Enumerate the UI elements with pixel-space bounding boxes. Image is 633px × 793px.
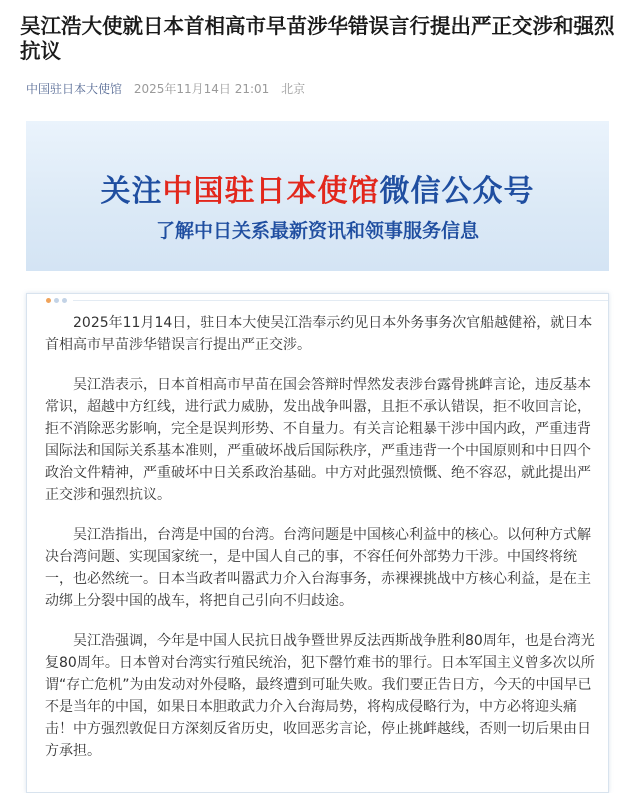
article-title: 吴江浩大使就日本首相高市早苗涉华错误言行提出严正交涉和强烈抗议 (20, 14, 615, 63)
banner-headline-suffix: 微信公众号 (379, 174, 535, 209)
account-name-link[interactable]: 中国驻日本大使馆 (26, 82, 123, 96)
publish-location: 北京 (281, 82, 306, 96)
paragraph-1: 2025年11月14日，驻日本大使吴江浩奉示约见日本外务事务次官船越健裕，就日本首相高市早苗涉华错误言行提出严正交涉。 (45, 315, 593, 353)
article-meta (26, 80, 305, 97)
dot-icon (54, 298, 59, 303)
banner-subtitle: 了解中日关系最新资讯和领事服务信息 (155, 220, 479, 242)
card-divider (73, 300, 608, 301)
card-decoration-dots (46, 298, 67, 303)
article-body-card (26, 293, 609, 793)
paragraph-4: 吴江浩强调，今年是中国人民抗日战争暨世界反法西斯战争胜利80周年，也是台湾光复80周年。日本曾对台湾实行殖民统治，犯下罄竹难书的罪行。日本军国主义曾多次以所谓“存亡危机”为由发动对外侵略，最终遭到可耻失败。我们要正告日方，今天的中国早已不是当年的中国，如果日本胆敢武力介入台海局势，将构成侵略行为，中方必将迎头痛击！中方强烈敦促日方深刻反省历史，收回恶劣言论，停止挑衅越线，否则一切后果由日方承担。 (45, 633, 595, 759)
publish-time: 2025年11月14日 21:01 (133, 82, 270, 96)
follow-banner (26, 121, 609, 271)
banner-headline-prefix: 关注 (100, 174, 163, 209)
paragraph-3: 吴江浩指出，台湾是中国的台湾。台湾问题是中国核心利益中的核心。以何种方式解决台湾问题、实现国家统一，是中国人自己的事，不容任何外部势力干涉。中国终将统一，也必然统一。日本当政者叫嚣武力介入台海事务，赤裸裸挑战中方核心利益，是在主动绑上分裂中国的战车，将把自己引向不归歧途。 (45, 527, 591, 609)
dot-icon (46, 298, 51, 303)
dot-icon (62, 298, 67, 303)
banner-headline (26, 166, 609, 210)
paragraph-2: 吴江浩表示，日本首相高市早苗在国会答辩时悍然发表涉台露骨挑衅言论，违反基本常识，超越中方红线，进行武力威胁，发出战争叫嚣，且拒不承认错误，拒不收回言论，拒不消除恶劣影响，完全是误判形势、不自量力。有关言论粗暴干涉中国内政，严重违背国际法和国际关系基本准则，严重破坏战后国际秩序，严重违背一个中国原则和中日四个政治文件精神，严重破坏中日关系政治基础。中方对此强烈愤慨、绝不容忍，就此提出严正交涉和强烈抗议。 (45, 377, 591, 503)
banner-headline-highlight: 中国驻日本使馆 (162, 174, 380, 209)
